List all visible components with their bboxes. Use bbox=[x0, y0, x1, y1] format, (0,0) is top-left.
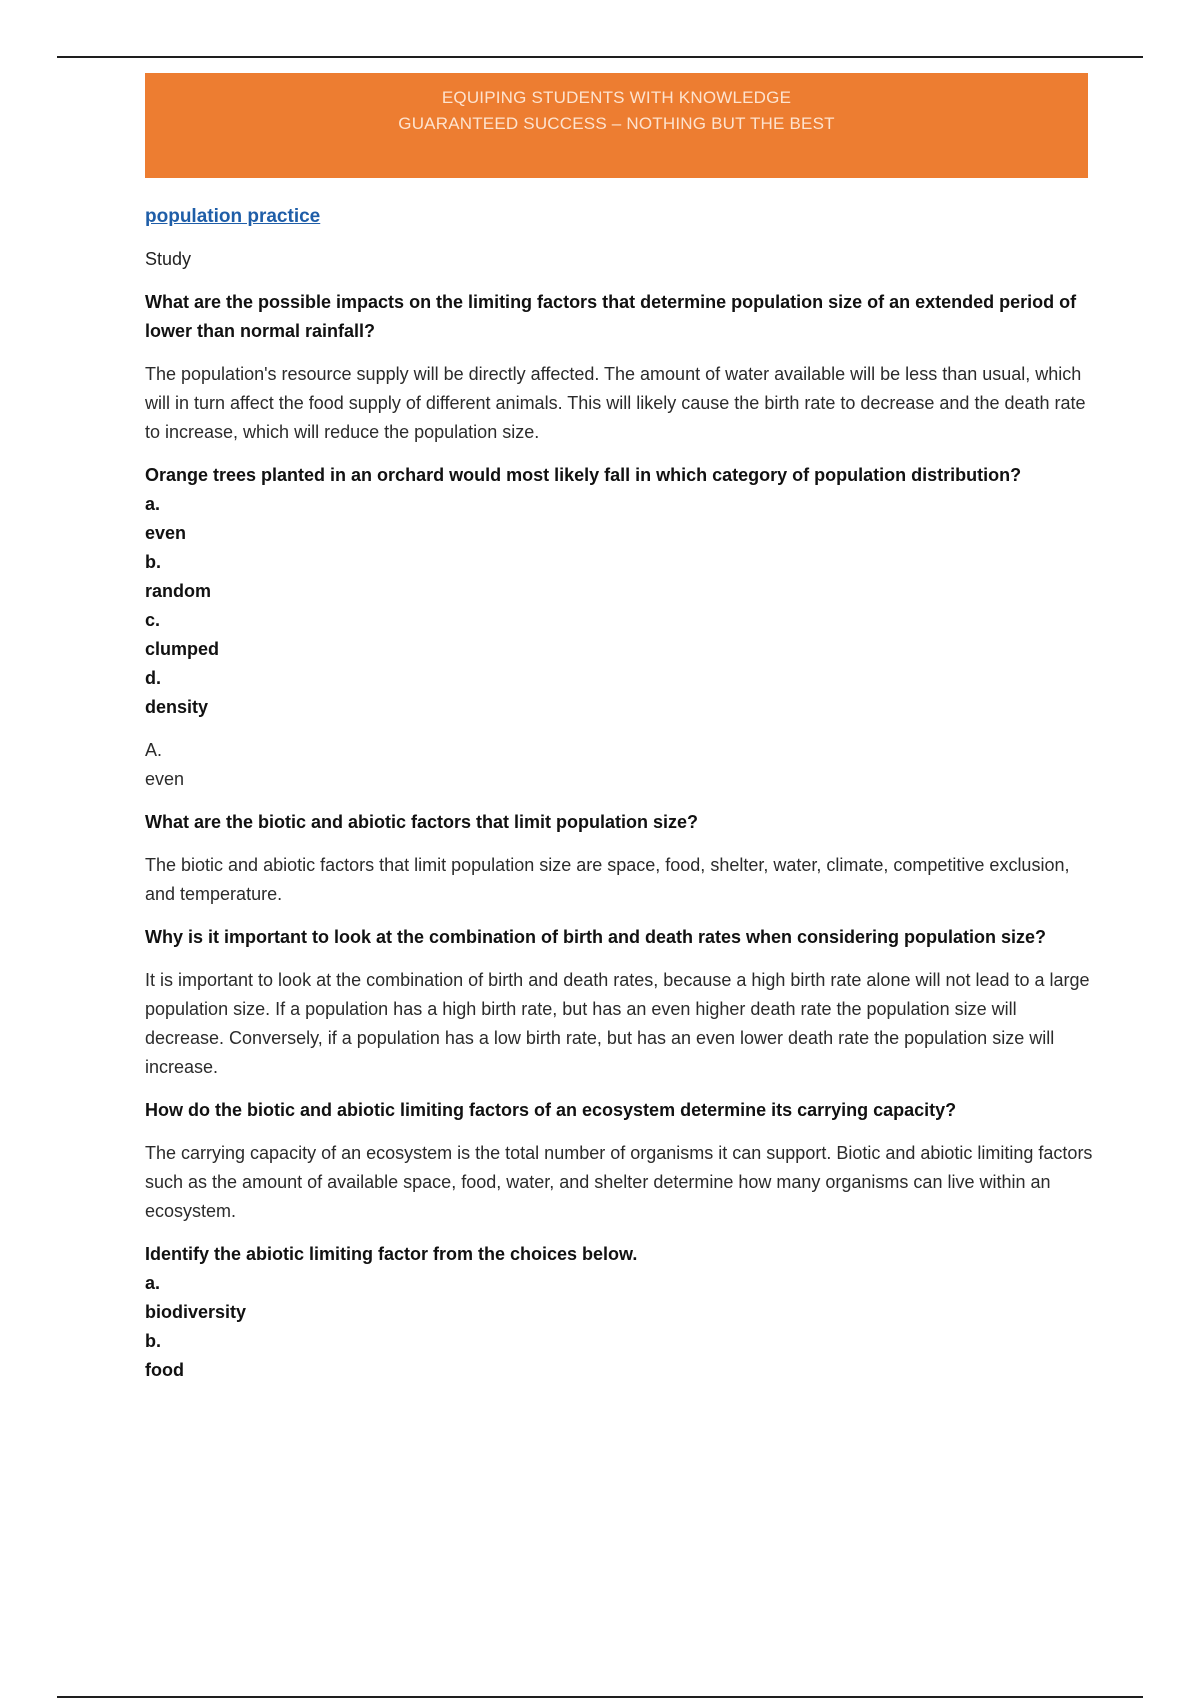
option-label: a. bbox=[145, 494, 161, 514]
question-3: What are the biotic and abiotic factors that limit population size? bbox=[145, 812, 699, 832]
answer-2 bbox=[145, 736, 1095, 794]
study-label: Study bbox=[145, 249, 192, 269]
question-2-options bbox=[145, 490, 1095, 722]
document-body bbox=[145, 202, 1095, 1385]
answer-2-text: even bbox=[145, 769, 185, 789]
option-label: d. bbox=[145, 668, 161, 688]
header-banner bbox=[145, 73, 1088, 178]
question-5: How do the biotic and abiotic limiting factors of an ecosystem determine its carrying capacity? bbox=[145, 1100, 957, 1120]
option-text: even bbox=[145, 523, 187, 543]
banner-line-1: EQUIPING STUDENTS WITH KNOWLEDGE bbox=[441, 88, 792, 107]
option-text: clumped bbox=[145, 639, 220, 659]
question-4: Why is it important to look at the combination of birth and death rates when considering population size? bbox=[145, 927, 1047, 947]
question-2: Orange trees planted in an orchard would most likely fall in which category of population distribution? bbox=[145, 465, 1022, 485]
option-text: random bbox=[145, 581, 212, 601]
answer-5: The carrying capacity of an ecosystem is the total number of organisms it can support. Biotic and abiotic limiting factors such as the amount of available space, food, water, and shelter determine how many organisms can live within an ecosystem. bbox=[145, 1143, 1093, 1221]
option-label: c. bbox=[145, 610, 161, 630]
answer-2-letter: A. bbox=[145, 740, 163, 760]
answer-3: The biotic and abiotic factors that limit population size are space, food, shelter, water, climate, competitive exclusion, and temperature. bbox=[145, 855, 1070, 904]
banner-line-2: GUARANTEED SUCCESS – NOTHING BUT THE BEST bbox=[398, 114, 835, 133]
option-text: food bbox=[145, 1360, 184, 1380]
option-label: b. bbox=[145, 1331, 161, 1351]
option-label: a. bbox=[145, 1273, 161, 1293]
bottom-rule bbox=[57, 1696, 1143, 1698]
option-label: b. bbox=[145, 552, 161, 572]
top-rule bbox=[57, 56, 1143, 58]
answer-4: It is important to look at the combination of birth and death rates, because a high birth rate alone will not lead to a large population size. If a population has a high birth rate, but has an even higher death rate the population size will decrease. Conversely, if a population has a low birth rate, but has an even lower death rate the population size will increase. bbox=[145, 970, 1090, 1077]
question-6-options bbox=[145, 1269, 1095, 1385]
question-1: What are the possible impacts on the limiting factors that determine population size of an extended period of lower than normal rainfall? bbox=[145, 292, 1077, 341]
population-practice-link[interactable]: population practice bbox=[145, 206, 321, 227]
answer-1: The population's resource supply will be directly affected. The amount of water available will be less than usual, which will in turn affect the food supply of different animals. This will likely cause the birth rate to decrease and the death rate to increase, which will reduce the population size. bbox=[145, 364, 1086, 442]
option-text: density bbox=[145, 697, 209, 717]
question-6: Identify the abiotic limiting factor from the choices below. bbox=[145, 1244, 638, 1264]
option-text: biodiversity bbox=[145, 1302, 247, 1322]
